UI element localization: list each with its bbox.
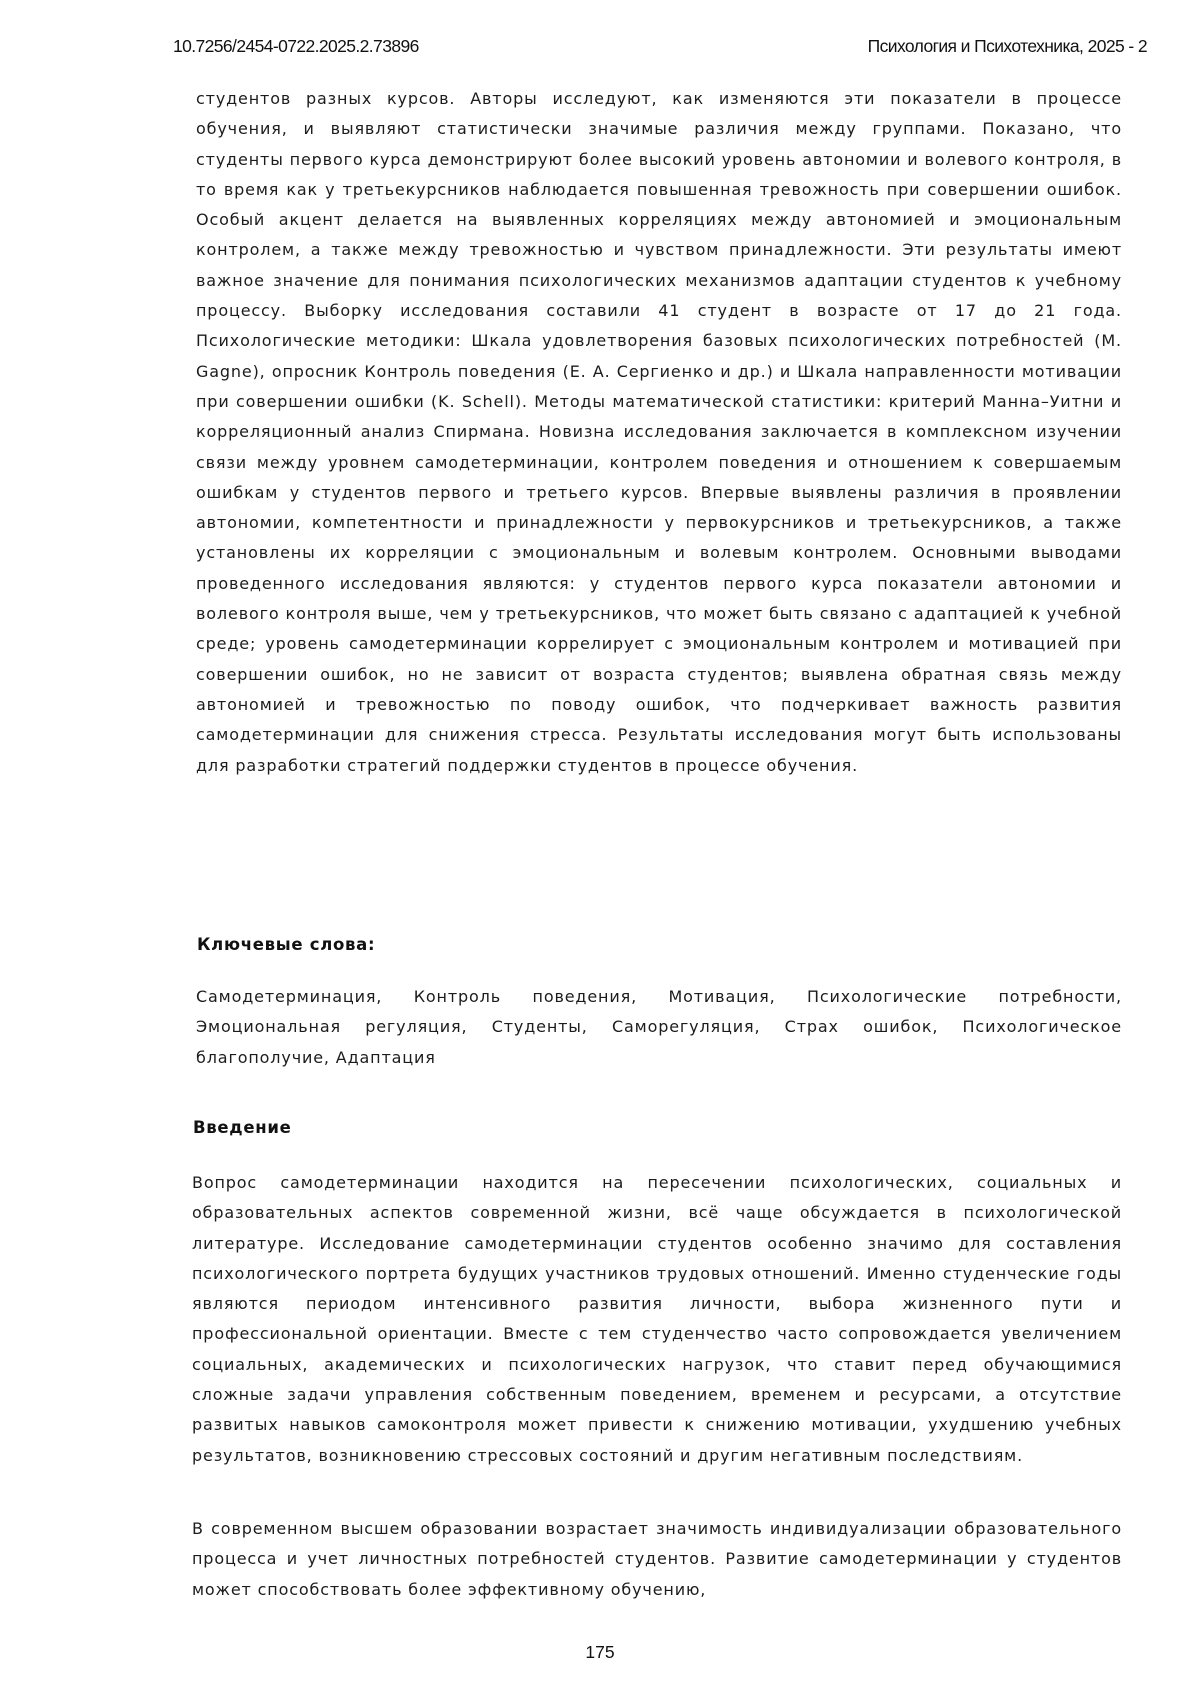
journal-issue-label: Психология и Психотехника, 2025 - 2: [868, 36, 1147, 57]
keywords-list: Самодетерминация, Контроль поведения, Мотивация, Психологические потребности, Эмоциональная регуляция, Студенты, Саморегуляция, Страх ошибок, Психологическое благополучие, Адаптация: [196, 982, 1122, 1073]
abstract-continuation-paragraph: студентов разных курсов. Авторы исследуют, как изменяются эти показатели в процессе обучения, и выявляют статистически значимые различия между группами. Показано, что студенты первого курса демонстрируют более высокий уровень автономии и волевого контроля, в то время как у третьекурсников наблюдается повышенная тревожность при совершении ошибок. Особый акцент делается на выявленных корреляциях между автономией и эмоциональным контролем, а также между тревожностью и чувством принадлежности. Эти результаты имеют важное значение для понимания психологических механизмов адаптации студентов к учебному процессу. Выборку исследования составили 41 студент в возрасте от 17 до 21 года. Психологические методики: Шкала удовлетворения базовых психологических потребностей (M. Gagne), опросник Контроль поведения (Е. А. Сергиенко и др.) и Шкала направленности мотивации при совершении ошибки (K. Schell). Методы математической статистики: критерий Манна–Уитни и корреляционный анализ Спирмана. Новизна исследования заключается в комплексном изучении связи между уровнем самодетерминации, контролем поведения и отношением к совершаемым ошибкам у студентов первого и третьего курсов. Впервые выявлены различия в проявлении автономии, компетентности и принадлежности у первокурсников и третьекурсников, а также установлены их корреляции с эмоциональным и волевым контролем. Основными выводами проведенного исследования являются: у студентов первого курса показатели автономии и волевого контроля выше, чем у третьекурсников, что может быть связано с адаптацией к учебной среде; уровень самодетерминации коррелирует с эмоциональным контролем и мотивацией при совершении ошибок, но не зависит от возраста студентов; выявлена обратная связь между автономией и тревожностью по поводу ошибок, что подчеркивает важность развития самодетерминации для снижения стресса. Результаты исследования могут быть использованы для разработки стратегий поддержки студентов в процессе обучения.: [196, 84, 1122, 781]
doi-label: 10.7256/2454-0722.2025.2.73896: [173, 36, 419, 57]
introduction-paragraph: Вопрос самодетерминации находится на пересечении психологических, социальных и образовательных аспектов современной жизни, всё чаще обсуждается в психологической литературе. Исследование самодетерминации студентов особенно значимо для составления психологического портрета будущих участников трудовых отношений. Именно студенческие годы являются периодом интенсивного развития личности, выбора жизненного пути и профессиональной ориентации. Вместе с тем студенчество часто сопровождается увеличением социальных, академических и психологических нагрузок, что ставит перед обучающимися сложные задачи управления собственным поведением, временем и ресурсами, а отсутствие развитых навыков самоконтроля может привести к снижению мотивации, ухудшению учебных результатов, возникновению стрессовых состояний и другим негативным последствиям.: [192, 1168, 1122, 1471]
keywords-heading: Ключевые слова:: [197, 935, 375, 954]
page-number: 175: [0, 1642, 1200, 1663]
introduction-paragraph: В современном высшем образовании возрастает значимость индивидуализации образовательного процесса и учет личностных потребностей студентов. Развитие самодетерминации у студентов может способствовать более эффективному обучению,: [192, 1514, 1122, 1605]
introduction-heading: Введение: [193, 1118, 291, 1137]
running-header: [0, 36, 1200, 60]
